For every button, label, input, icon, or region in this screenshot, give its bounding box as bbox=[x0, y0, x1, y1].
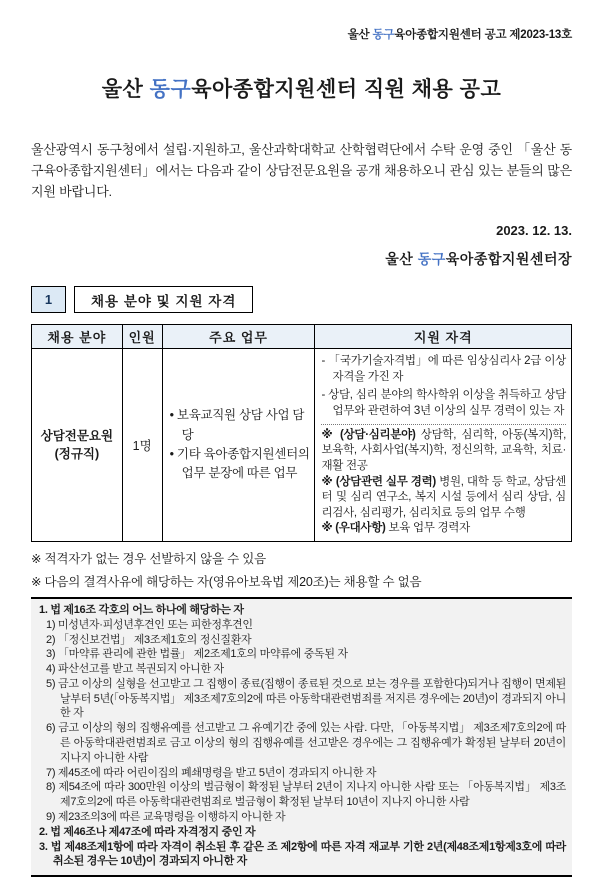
page-title bbox=[31, 73, 572, 103]
post-table-notes bbox=[31, 549, 572, 590]
note-text: 병원, 대학 등 학교, 상담센터 및 심리 연구소, 복지 시설 등에서 심리 상담, 심리검사, 심리평가, 심리치료 등의 업무 수행 bbox=[321, 475, 566, 519]
note-text: 상담학, 심리학, 아동(복지)학, 보육학, 사회사업(복지)학, 정신의학, 교육학, 치료·재활 전공 bbox=[321, 428, 566, 472]
disqualification-item: 7) 제45조에 따라 어린이집의 폐쇄명령을 받고 5년이 경과되지 아니한 자 bbox=[46, 766, 377, 779]
cell-headcount: 1명 bbox=[122, 349, 162, 542]
field-type: (정규직) bbox=[54, 447, 100, 462]
doc-number-highlight: 동구 bbox=[372, 29, 395, 41]
cell-field bbox=[32, 349, 123, 542]
table-row bbox=[32, 349, 572, 542]
note-text: 보육 업무 경력자 bbox=[388, 522, 470, 535]
disqualification-item: 9) 제23조의3에 따른 교육명령을 이행하지 아니한 자 bbox=[46, 810, 286, 823]
signature-prefix: 울산 bbox=[385, 251, 418, 268]
recruitment-table bbox=[31, 324, 572, 542]
note-label: ※ (상담관련 실무 경력) bbox=[321, 475, 436, 488]
signature bbox=[31, 249, 572, 269]
disqualification-item: 2) 「정신보건법」 제3조제1호의 정신질환자 bbox=[46, 633, 252, 646]
header-duties: 주요 업무 bbox=[162, 325, 315, 349]
doc-number-prefix: 울산 bbox=[347, 29, 373, 41]
qualification-item: - 「국가기술자격법」에 따른 임상심리사 2급 이상 자격을 가진 자 bbox=[321, 354, 566, 385]
header-headcount: 인원 bbox=[122, 325, 162, 349]
note-label: ※ (상담·심리분야) bbox=[321, 428, 416, 441]
post-note: ※ 다음의 결격사유에 해당하는 자(영유아보육법 제20조)는 채용할 수 없음 bbox=[31, 575, 422, 590]
signature-suffix: 육아종합지원센터장 bbox=[445, 251, 572, 268]
disqualification-item: 3. 법 제48조제1항에 따라 자격이 취소된 후 같은 조 제2항에 따른 자격 재교부 기한 2년(제48조제1항제3호에 따라 취소된 경우는 10년)이 경과되지 아니한 자 bbox=[39, 840, 566, 868]
doc-number bbox=[31, 26, 572, 42]
section1-number-badge: 1 bbox=[31, 286, 66, 313]
post-note: ※ 적격자가 없는 경우 선발하지 않을 수 있음 bbox=[31, 552, 267, 567]
qualification-item: - 상담, 심리 분야의 학사학위 이상을 취득하고 상담 업무와 관련하여 3년 이상의 실무 경력이 있는 자 bbox=[321, 388, 566, 419]
field-name: 상담전문요원 bbox=[40, 428, 114, 443]
announcement-date: 2023. 12. 13. bbox=[496, 223, 572, 239]
signature-highlight: 동구 bbox=[417, 251, 446, 268]
disqualification-box bbox=[31, 597, 572, 877]
page-title-suffix: 육아종합지원센터 직원 채용 공고 bbox=[191, 78, 502, 101]
section1-header bbox=[31, 286, 572, 313]
note-label: ※ (우대사항) bbox=[321, 522, 386, 535]
table-header-row bbox=[32, 325, 572, 349]
doc-number-suffix: 육아종합지원센터 공고 제2023-13호 bbox=[394, 29, 572, 41]
cell-duties bbox=[162, 349, 315, 542]
disqualification-item: 8) 제54조에 따라 300만원 이상의 벌금형이 확정된 날부터 2년이 지나지 아니한 사람 또는 「아동복지법」 제3조제7호의2에 따른 아동학대관련범죄로 벌금형이 확정된 날부터 10년이 지나지 아니한 사람 bbox=[46, 781, 566, 809]
disqualification-item: 4) 파산선고를 받고 복권되지 아니한 자 bbox=[46, 663, 224, 676]
dotted-separator bbox=[321, 424, 566, 425]
disqualification-item: 5) 금고 이상의 실형을 선고받고 그 집행이 종료(집행이 종료된 것으로 보는 경우를 포함한다)되거나 집행이 면제된 날부터 5년(「아동복지법」 제3조제7호의2에 따른 아동학대관련범죄를 저지른 경우에는 20년)이 경과되지 아니한 자 bbox=[46, 677, 566, 720]
page-title-highlight: 동구 bbox=[149, 78, 192, 101]
duty-item: • 보육교직원 상담 사업 담당 bbox=[170, 406, 311, 445]
disqualification-item: 6) 금고 이상의 형의 집행유예를 선고받고 그 유예기간 중에 있는 사람. 다만, 「아동복지법」 제3조제7호의2에 따른 아동학대관련범죄로 금고 이상의 형의 집행유예를 선고받은 경우에는 그 집행유예가 확정된 날부터 20년이 지나지 아니한 사람 bbox=[46, 722, 566, 764]
disqualification-item: 1. 법 제16조 각호의 어느 하나에 해당하는 자 bbox=[39, 604, 244, 617]
page-title-prefix: 울산 bbox=[101, 78, 150, 101]
duty-item: • 기타 육아종합지원센터의 업무 분장에 따른 업무 bbox=[170, 445, 311, 484]
header-field: 채용 분야 bbox=[32, 325, 123, 349]
qualification-note bbox=[321, 428, 566, 475]
intro-paragraph: 울산광역시 동구청에서 설립·지원하고, 울산과학대학교 산학협력단에서 수탁 운영 중인 「울산 동구육아종합지원센터」에서는 다음과 같이 상담전문요원을 공개 채용하오니 관심 있는 분들의 많은 지원 바랍니다. bbox=[31, 142, 572, 200]
disqualification-item: 2. 법 제46조나 제47조에 따라 자격정지 중인 자 bbox=[39, 825, 256, 838]
header-qualifications: 지원 자격 bbox=[315, 325, 572, 349]
disqualification-item: 3) 「마약류 관리에 관한 법률」 제2조제1호의 마약류에 중독된 자 bbox=[46, 648, 348, 661]
qualification-note bbox=[321, 521, 566, 537]
section1-title: 채용 분야 및 지원 자격 bbox=[74, 286, 253, 313]
qualification-note bbox=[321, 475, 566, 522]
cell-qualifications bbox=[315, 349, 572, 542]
disqualification-item: 1) 미성년자·피성년후견인 또는 피한정후견인 bbox=[46, 618, 253, 631]
